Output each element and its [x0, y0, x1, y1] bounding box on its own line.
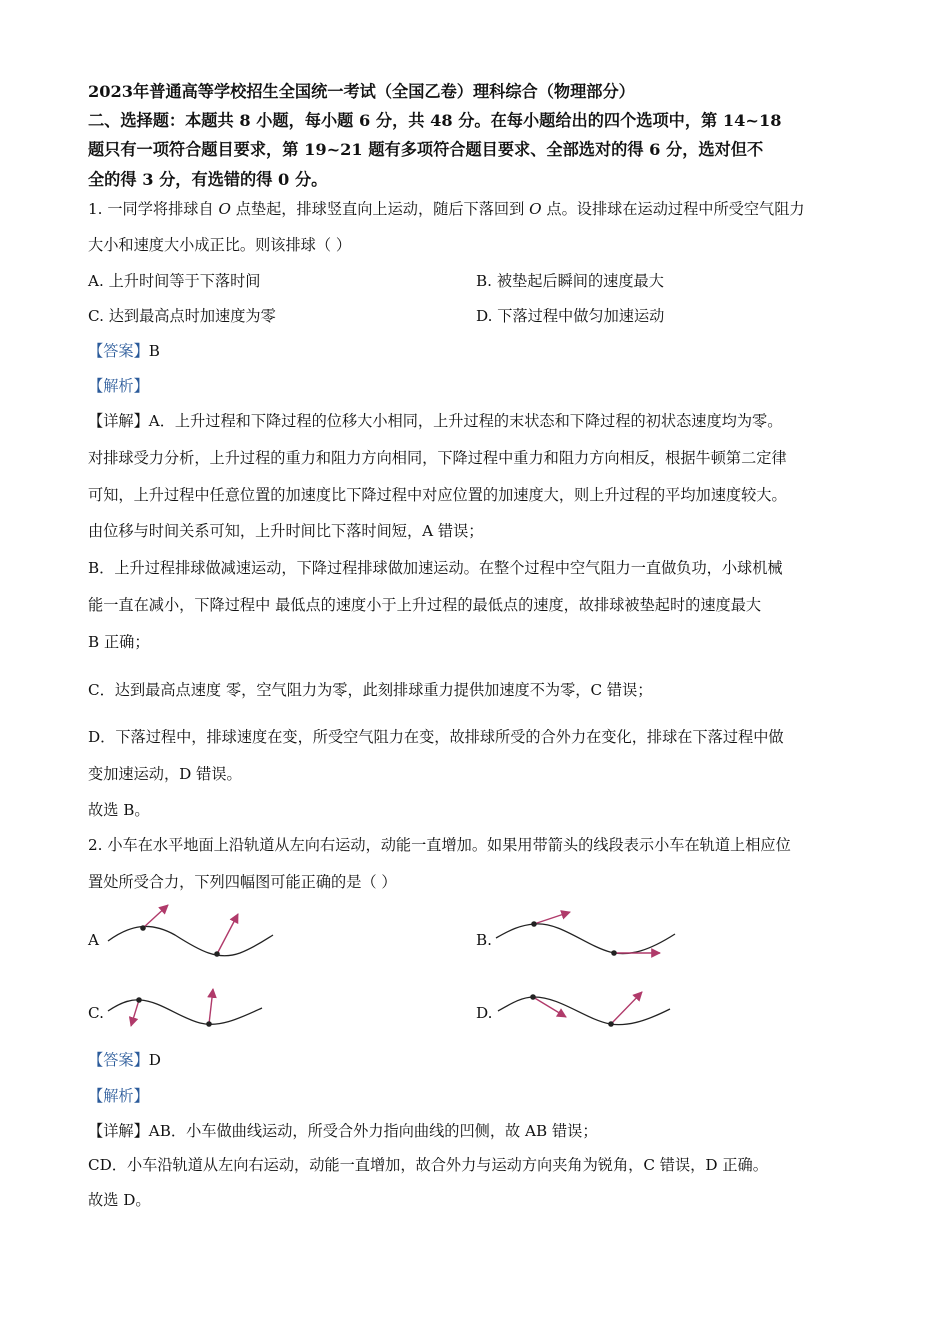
- q1-d-line1: D．下落过程中，排球速度在变，所受空气阻力在变，故排球所受的合外力在变化，排球在下落过程中做: [88, 728, 784, 746]
- answer-tag: 【答案】: [88, 342, 149, 360]
- q1-option-b: B. 被垫起后瞬间的速度最大: [476, 272, 664, 290]
- q1-b-line1: B．上升过程排球做减速运动，下降过程排球做加速运动。在整个过程中空气阻力一直做负功，小球机械: [88, 559, 783, 577]
- car-position-dot: [608, 1021, 614, 1027]
- q2-stem-line2: 置处所受合力，下列四幅图可能正确的是（ ）: [88, 873, 397, 891]
- exam-title: 2023年普通高等学校招生全国统一考试（全国乙卷）理科综合（物理部分）: [88, 82, 635, 101]
- q1-analysis-tag: 【解析】: [88, 377, 149, 395]
- q1-b-line3: B 正确；: [88, 633, 150, 651]
- q1-option-c: C. 达到最高点时加速度为零: [88, 307, 276, 325]
- q1-stem-line2: 大小和速度大小成正比。则该排球（ ）: [88, 236, 352, 254]
- q1-stem-text: 点。设排球在运动过程中所受空气阻力: [541, 200, 805, 218]
- car-position-dot: [530, 994, 536, 1000]
- q1-stem-line1: [88, 199, 805, 219]
- q1-stem-text: 1. 一同学将排球自: [88, 200, 219, 218]
- q1-option-d: D. 下落过程中做匀加速运动: [476, 307, 665, 325]
- point-o-label: O: [218, 200, 231, 218]
- track-curve: [108, 1000, 262, 1024]
- q1-answer: [88, 341, 160, 361]
- force-arrow: [131, 1000, 139, 1026]
- detail-text: AB．小车做曲线运动，所受合外力指向曲线的凹侧，故 AB 错误；: [148, 1122, 598, 1140]
- point-o-label: O: [529, 200, 542, 218]
- track-curve: [496, 924, 675, 954]
- q1-d-line2: 变加速运动，D 错误。: [88, 765, 242, 783]
- force-arrow: [217, 914, 238, 954]
- car-position-dot: [611, 950, 617, 956]
- q2-answer: [88, 1050, 161, 1070]
- q1-detail-line2: 对排球受力分析，上升过程的重力和阻力方向相同，下降过程中重力和阻力方向相反，根据牛顿第二定律: [88, 449, 787, 467]
- answer-value: D: [148, 1051, 161, 1069]
- force-arrow: [143, 905, 168, 928]
- q1-conclusion: 故选 B。: [88, 801, 150, 819]
- q1-stem-text: 点垫起，排球竖直向上运动，随后下落回到: [230, 200, 530, 218]
- q2-analysis-tag: 【解析】: [88, 1087, 149, 1105]
- answer-value: B: [148, 342, 160, 360]
- track-curve: [498, 997, 670, 1025]
- detail-tag: 【详解】: [88, 1122, 149, 1140]
- answer-tag: 【答案】: [88, 1051, 149, 1069]
- detail-tag: 【详解】: [88, 412, 149, 430]
- fig-label-c: C.: [88, 1004, 104, 1022]
- car-position-dot: [531, 921, 537, 927]
- section-instructions-line3: 全的得 3 分，有选错的得 0 分。: [88, 170, 328, 189]
- section-instructions-line2: 题只有一项符合题目要求，第 19~21 题有多项符合题目要求、全部选对的得 6 分，选对但不: [88, 140, 764, 159]
- q1-option-a: A. 上升时间等于下落时间: [88, 272, 261, 290]
- force-arrow: [611, 992, 642, 1024]
- force-arrow: [209, 989, 213, 1024]
- force-arrow: [534, 912, 570, 924]
- fig-label-a: A: [88, 931, 99, 949]
- q1-detail-line1: [88, 411, 782, 431]
- q1-detail-line4: 由位移与时间关系可知，上升时间比下落时间短，A 错误；: [88, 522, 484, 540]
- q2-detail-line1: [88, 1121, 598, 1141]
- q1-detail-line3: 可知，上升过程中任意位置的加速度比下降过程中对应位置的加速度大，则上升过程的平均加速度较大。: [88, 486, 787, 504]
- car-position-dot: [140, 925, 146, 931]
- q2-stem-line1: 2. 小车在水平地面上沿轨道从左向右运动，动能一直增加。如果用带箭头的线段表示小车在轨道上相应位: [88, 836, 791, 854]
- fig-label-d: D.: [476, 1004, 493, 1022]
- car-position-dot: [206, 1021, 212, 1027]
- fig-label-b: B.: [476, 931, 492, 949]
- detail-text: A．上升过程和下降过程的位移大小相同，上升过程的末状态和下降过程的初状态速度均为零。: [148, 412, 783, 430]
- section-instructions-line1: 二、选择题：本题共 8 小题，每小题 6 分，共 48 分。在每小题给出的四个选项中，第 14~18: [88, 111, 782, 130]
- car-position-dot: [214, 951, 220, 957]
- q1-c-line: C．达到最高点速度 零，空气阻力为零，此刻排球重力提供加速度不为零，C 错误；: [88, 681, 653, 699]
- track-curve: [108, 926, 273, 955]
- figure-a: [100, 895, 280, 970]
- q1-b-line2: 能一直在减小，下降过程中 最低点的速度小于上升过程的最低点的速度，故排球被垫起时的速度最大: [88, 596, 762, 614]
- figure-d: [490, 983, 680, 1043]
- car-position-dot: [136, 997, 142, 1003]
- figure-b: [490, 900, 680, 970]
- q2-detail-line2: CD．小车沿轨道从左向右运动，动能一直增加，故合外力与运动方向夹角为锐角，C 错误，D 正确。: [88, 1156, 768, 1174]
- figure-c: [100, 983, 270, 1043]
- q2-conclusion: 故选 D。: [88, 1191, 151, 1209]
